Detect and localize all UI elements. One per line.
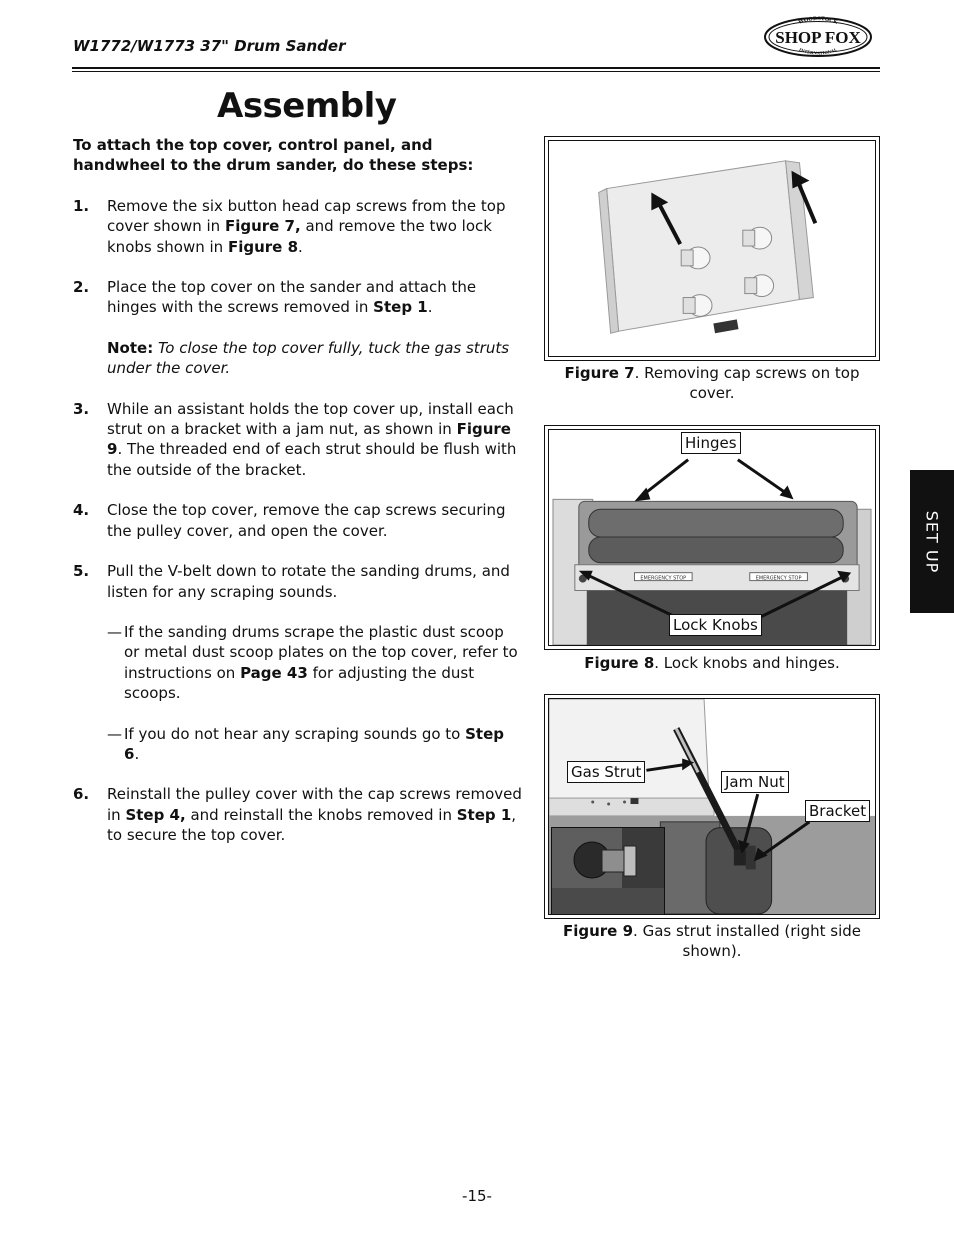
- estop-label-right: EMERGENCY STOP: [755, 575, 802, 582]
- logo-arc-bottom: INTERNATIONAL: [798, 47, 838, 56]
- figure-7-frame: [544, 136, 880, 361]
- step-number: 6.: [73, 785, 90, 804]
- intro-text: To attach the top cover, control panel, and handwheel to the drum sander, do these steps:: [73, 136, 474, 175]
- sub-step-text: for adjusting the dust scoops.: [124, 663, 475, 703]
- step-text: Close the top cover, remove the cap screws securing the pulley cover, and open the cover.: [107, 501, 506, 540]
- sub-step-text: If the sanding drums scrape the plastic dust scoop or metal dust scoop plates on the top cover, refer to instructions on: [124, 622, 518, 682]
- page-number: -15-: [462, 1187, 492, 1205]
- caption-text: . Gas strut installed (right side shown).: [633, 922, 861, 961]
- note-label: Note:: [107, 338, 154, 357]
- step-4: [73, 500, 523, 541]
- sub-step: [107, 724, 523, 765]
- step-number: 4.: [73, 501, 90, 520]
- step-3: [73, 399, 523, 481]
- note: [107, 338, 523, 379]
- page-heading: Assembly: [217, 86, 397, 126]
- step-5: [73, 561, 523, 764]
- logo-wordmark: SHOP FOX: [775, 28, 861, 47]
- inset-closeup-photo: [551, 827, 665, 915]
- step-text: Place the top cover on the sander and attach the hinges with the screws removed in: [107, 278, 477, 317]
- figure-ref: Figure 9: [107, 420, 511, 459]
- figure-8-caption: [544, 653, 880, 673]
- figure-9-frame: [544, 694, 880, 919]
- step-text: . The threaded end of each strut should be flush with the outside of the bracket.: [107, 440, 517, 479]
- caption-text: . Lock knobs and hinges.: [654, 654, 840, 672]
- step-2: [73, 277, 523, 379]
- step-number: 5.: [73, 562, 90, 581]
- step-text: and reinstall the knobs removed in: [185, 805, 457, 824]
- step-text: Remove the six button head cap screws from the top cover shown in: [107, 196, 506, 236]
- section-tab-label: SET UP: [922, 510, 942, 573]
- caption-text: . Removing cap screws on top cover.: [634, 364, 860, 403]
- step-text: Pull the V-belt down to rotate the sanding drums, and listen for any scraping sounds.: [107, 562, 510, 601]
- estop-label-left: EMERGENCY STOP: [640, 575, 687, 582]
- instructions: [73, 135, 523, 866]
- note-text: To close the top cover fully, tuck the gas struts under the cover.: [107, 338, 510, 378]
- step-ref: Step 1: [456, 805, 512, 824]
- figure-label: Figure 7: [564, 364, 635, 382]
- figure-ref: Figure 7,: [224, 217, 301, 236]
- step-1: [73, 196, 523, 257]
- step-text: Reinstall the pulley cover with the cap screws removed in: [107, 785, 522, 824]
- sub-step: [107, 622, 523, 704]
- callout-lock-knobs: Lock Knobs: [669, 614, 762, 636]
- figure-ref: Figure 8: [227, 237, 299, 256]
- document-title: W1772/W1773 37" Drum Sander: [73, 37, 346, 55]
- header-rule: [72, 67, 880, 69]
- callout-jam-nut: Jam Nut: [721, 771, 789, 793]
- step-number: 1.: [73, 196, 90, 215]
- dash: —: [107, 622, 122, 641]
- step-number: 2.: [73, 278, 90, 297]
- step-text: .: [427, 298, 433, 317]
- step-text: and remove the two lock knobs shown in: [107, 217, 492, 256]
- callout-hinges: Hinges: [681, 432, 741, 454]
- step-ref: Step 1: [373, 298, 428, 317]
- step-ref: Step 6: [124, 724, 505, 763]
- step-ref: Step 4,: [125, 805, 186, 824]
- figure-7-caption: [544, 363, 880, 404]
- figure-label: Figure 9: [562, 922, 634, 940]
- sub-step-text: .: [134, 744, 140, 763]
- sub-step-text: If you do not hear any scraping sounds go to: [124, 724, 466, 743]
- step-text: While an assistant holds the top cover up, install each strut on a bracket with a jam nut, as shown in: [107, 399, 514, 439]
- step-text: .: [298, 237, 303, 256]
- header-rule-thin: [72, 71, 880, 72]
- step-6: [73, 784, 523, 845]
- figure-9-caption: [544, 921, 880, 962]
- callout-gas-strut: Gas Strut: [567, 761, 645, 783]
- step-text: , to secure the top cover.: [107, 805, 517, 845]
- figure-8-frame: [544, 425, 880, 650]
- logo-arc-top: WOODSTOCK: [797, 16, 839, 26]
- page-ref: Page 43: [240, 663, 308, 682]
- step-number: 3.: [73, 399, 90, 418]
- shop-fox-logo: [763, 16, 873, 58]
- callout-bracket: Bracket: [805, 800, 870, 822]
- dash: —: [107, 724, 122, 743]
- figure-7-photo: [548, 140, 876, 357]
- section-tab-setup: [910, 470, 954, 613]
- figure-label: Figure 8: [584, 654, 655, 672]
